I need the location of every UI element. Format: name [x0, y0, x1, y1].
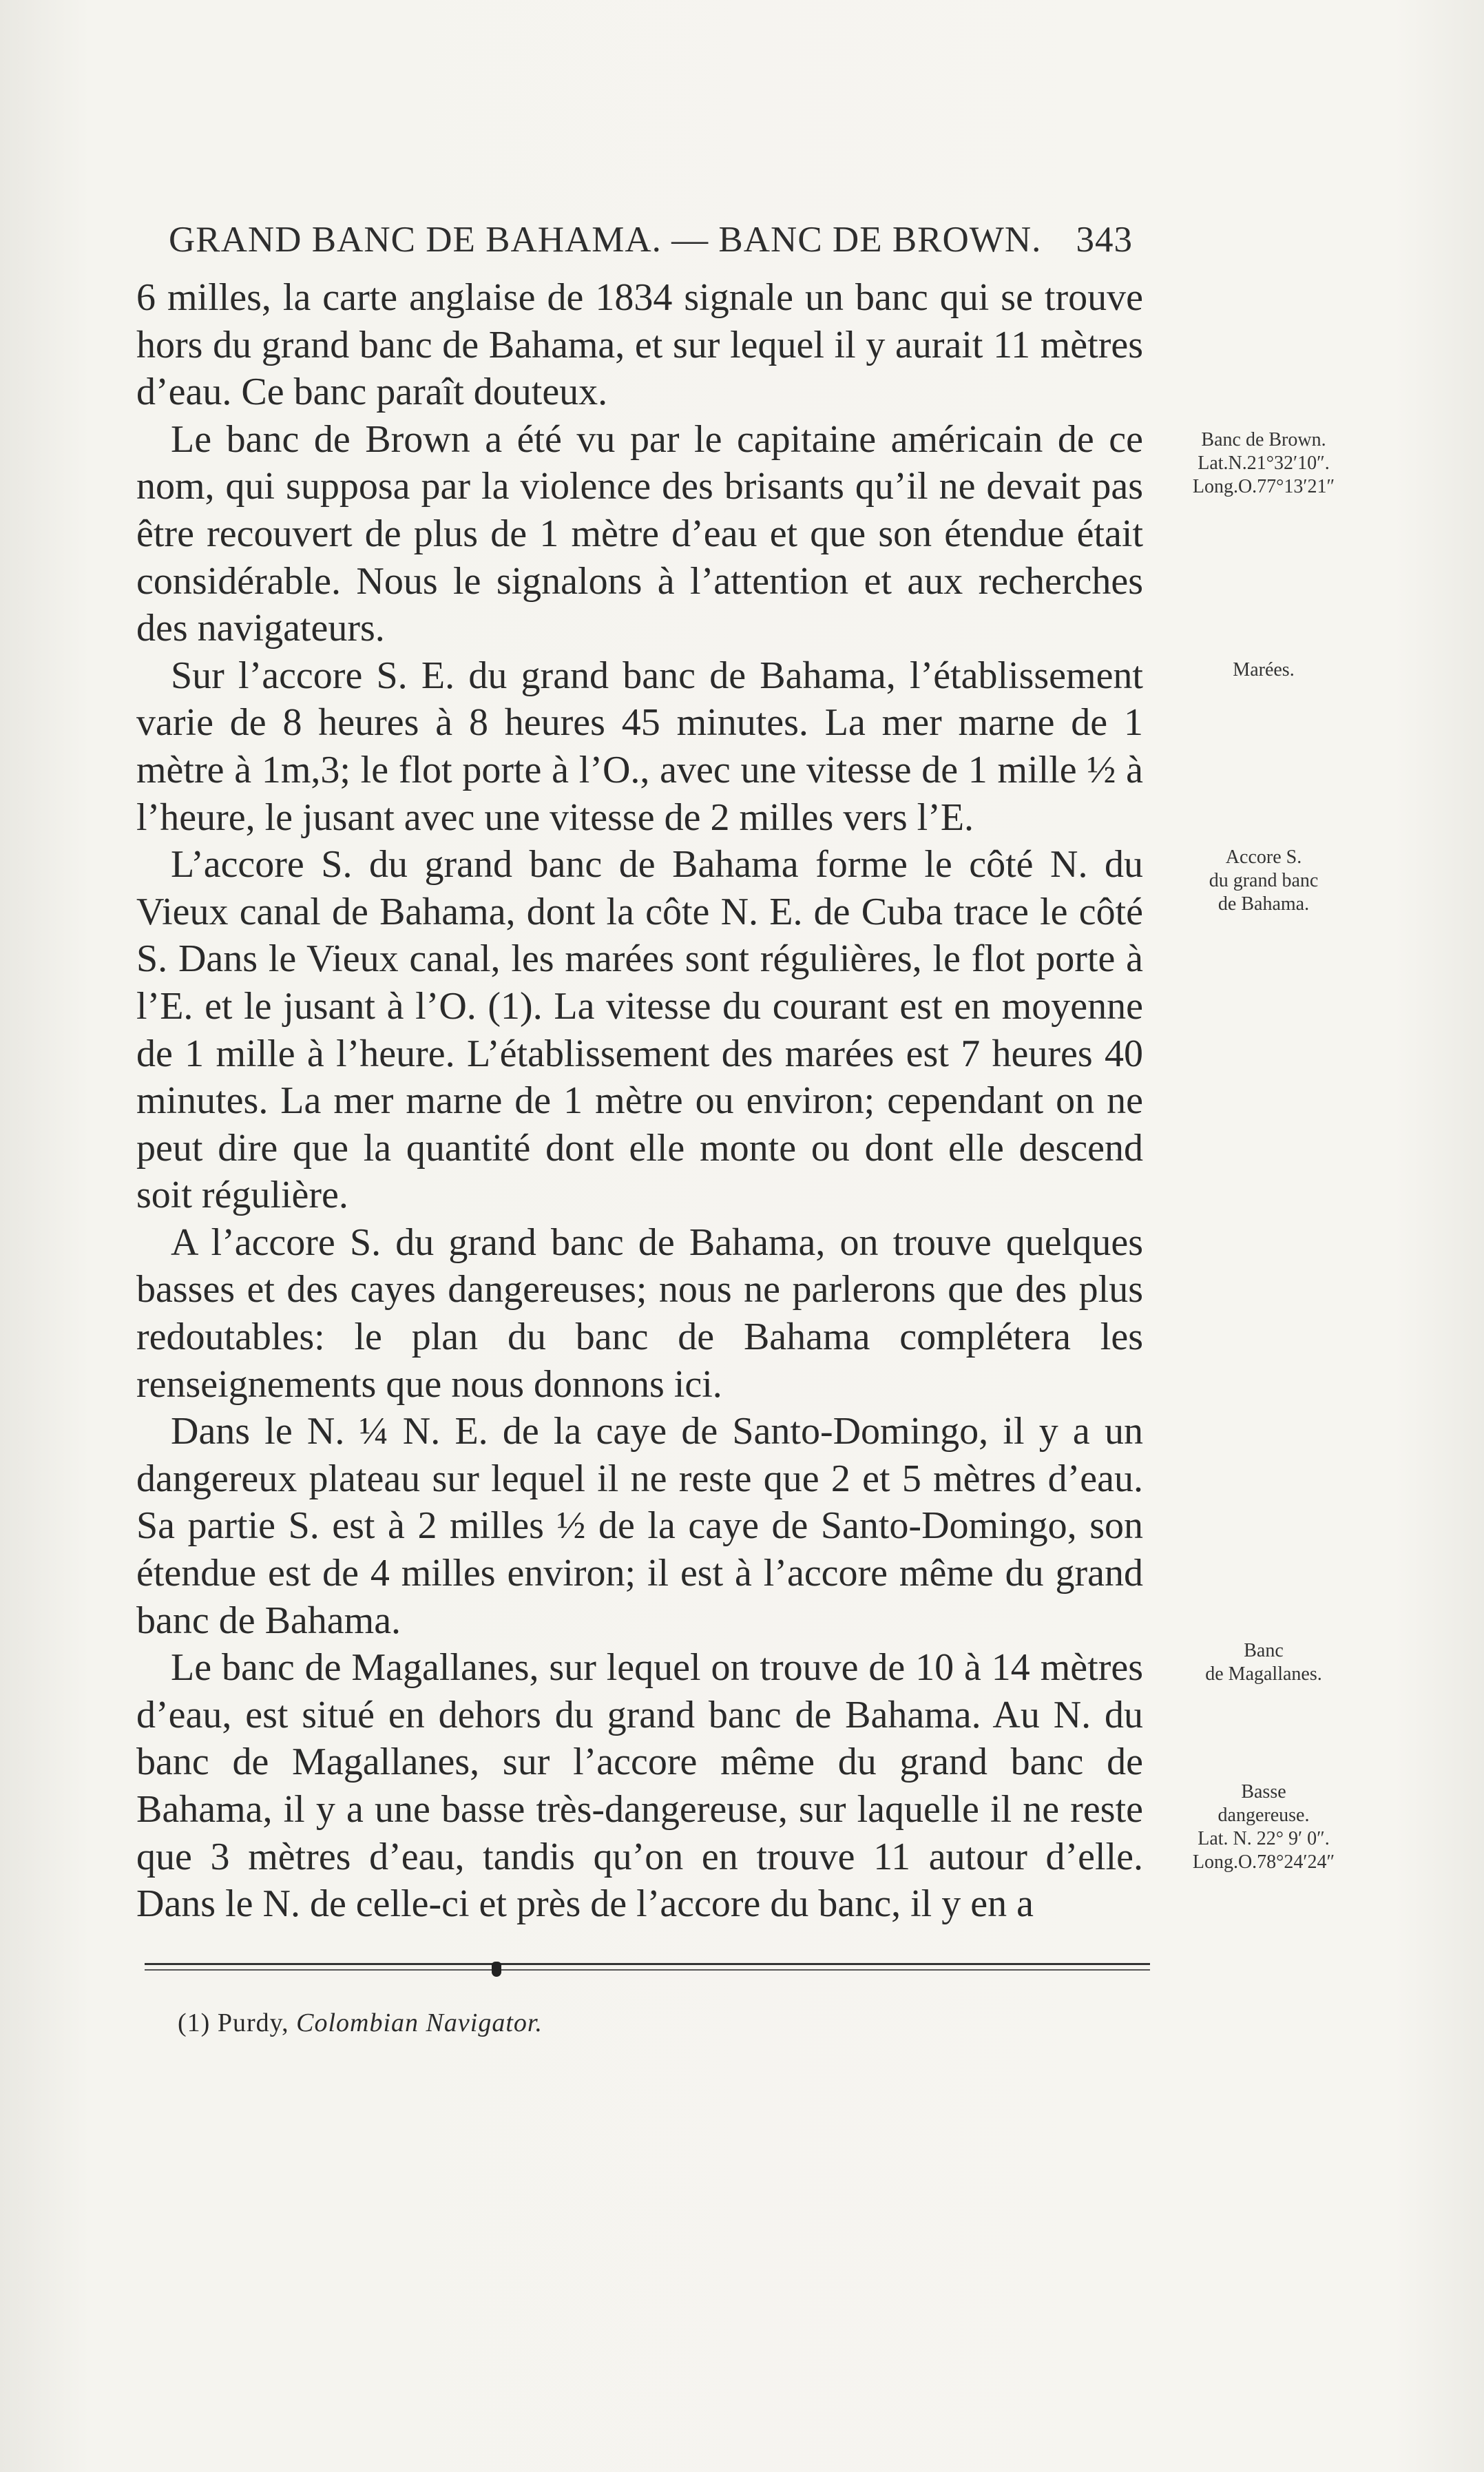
margin-note-accore — [1147, 846, 1381, 916]
margin-note-line: Long.O.78°24′24″ — [1192, 1851, 1335, 1873]
body-text — [136, 274, 1143, 1928]
footnote-rule — [145, 1963, 1150, 1971]
page-number: 343 — [1076, 220, 1133, 260]
paragraph: 6 milles, la carte anglaise de 1834 signale un banc qui se trouve hors du grand banc de Bahama, et sur lequel il y aurait 11 mètres d’eau. Ce banc paraît douteux. — [136, 276, 1143, 414]
margin-note-marees — [1147, 658, 1381, 682]
margin-note-line: Banc de Brown. — [1201, 429, 1326, 450]
margin-note-line: Banc — [1244, 1640, 1284, 1661]
margin-note-line: de Magallanes. — [1205, 1663, 1322, 1685]
footnote-author: Purdy, — [217, 2008, 289, 2037]
margin-note-line: Marées. — [1233, 659, 1295, 681]
margin-note-line: du grand banc — [1209, 870, 1319, 891]
margin-note-line: Long.O.77°13′21″ — [1192, 476, 1335, 497]
running-head — [169, 219, 1133, 260]
paragraph: Le banc de Brown a été vu par le capitaine américain de ce nom, qui supposa par la violence des brisants qu’il ne devait pas être recouvert de plus de 1 mètre d’eau et que son étendue était considérable. Nous le signalons à l’attention et aux recherches des navigateurs. — [136, 417, 1143, 650]
rule-ornament — [492, 1962, 501, 1977]
paragraph: L’accore S. du grand banc de Bahama forme le côté N. du Vieux canal de Bahama, dont la côte N. E. de Cuba trace le côté S. Dans le Vieux canal, les marées sont régulières, le flot porte à l’E. et le jusant à l’O. (1). La vitesse du courant est en moyenne de 1 mille à l’heure. L’établissement des marées est 7 heures 40 minutes. La mer marne de 1 mètre ou environ; cependant on ne peut dire que la quantité dont elle monte ou dont elle descend soit régulière. — [136, 843, 1143, 1217]
footnote-work: Colombian Navigator. — [296, 2008, 543, 2037]
margin-note-magallanes — [1147, 1639, 1381, 1686]
running-head-title: GRAND BANC DE BAHAMA. — BANC DE BROWN. — [169, 220, 1042, 260]
paragraph: Sur l’accore S. E. du grand banc de Bahama, l’établissement varie de 8 heures à 8 heures 45 minutes. La mer marne de 1 mètre à 1m,3; le flot porte à l’O., avec une vitesse de 1 mille ½ à l’heure, le jusant avec une vitesse de 2 milles vers l’E. — [136, 654, 1143, 839]
margin-note-line: Lat.N.21°32′10″. — [1198, 453, 1330, 474]
paragraph: Le banc de Magallanes, sur lequel on trouve de 10 à 14 mètres d’eau, est situé en dehors du grand banc de Bahama. Au N. du banc de Magallanes, sur l’accore même du grand banc de Bahama, il y a une basse très-dangereuse, sur laquelle il ne reste que 3 mètres d’eau, tandis qu’on en trouve 11 autour d’elle. Dans le N. de celle-ci et près de l’accore du banc, il y en a — [136, 1646, 1143, 1926]
margin-note-line: Basse — [1241, 1781, 1286, 1803]
margin-note-line: de Bahama. — [1217, 893, 1310, 915]
footnote-marker: (1) — [178, 2008, 211, 2037]
margin-note-line: dangereuse. — [1217, 1805, 1310, 1826]
margin-note-line: Accore S. — [1225, 846, 1302, 868]
footnote — [178, 2008, 1004, 2038]
paragraph: Dans le N. ¼ N. E. de la caye de Santo-Domingo, il y a un dangereux plateau sur lequel il ne reste que 2 et 5 mètres d’eau. Sa partie S. est à 2 milles ½ de la caye de Santo-Domingo, son étendue est de 4 milles environ; il est à l’accore même du grand banc de Bahama. — [136, 1410, 1143, 1642]
margin-note-basse-dangereuse — [1147, 1780, 1381, 1874]
margin-note-banc-de-brown — [1147, 428, 1381, 499]
margin-note-line: Lat. N. 22° 9′ 0″. — [1198, 1828, 1330, 1849]
paragraph: A l’accore S. du grand banc de Bahama, on trouve quelques basses et des cayes dangereuses; nous ne parlerons que des plus redoutables: le plan du banc de Bahama complétera les renseignements que nous donnons ici. — [136, 1221, 1143, 1406]
